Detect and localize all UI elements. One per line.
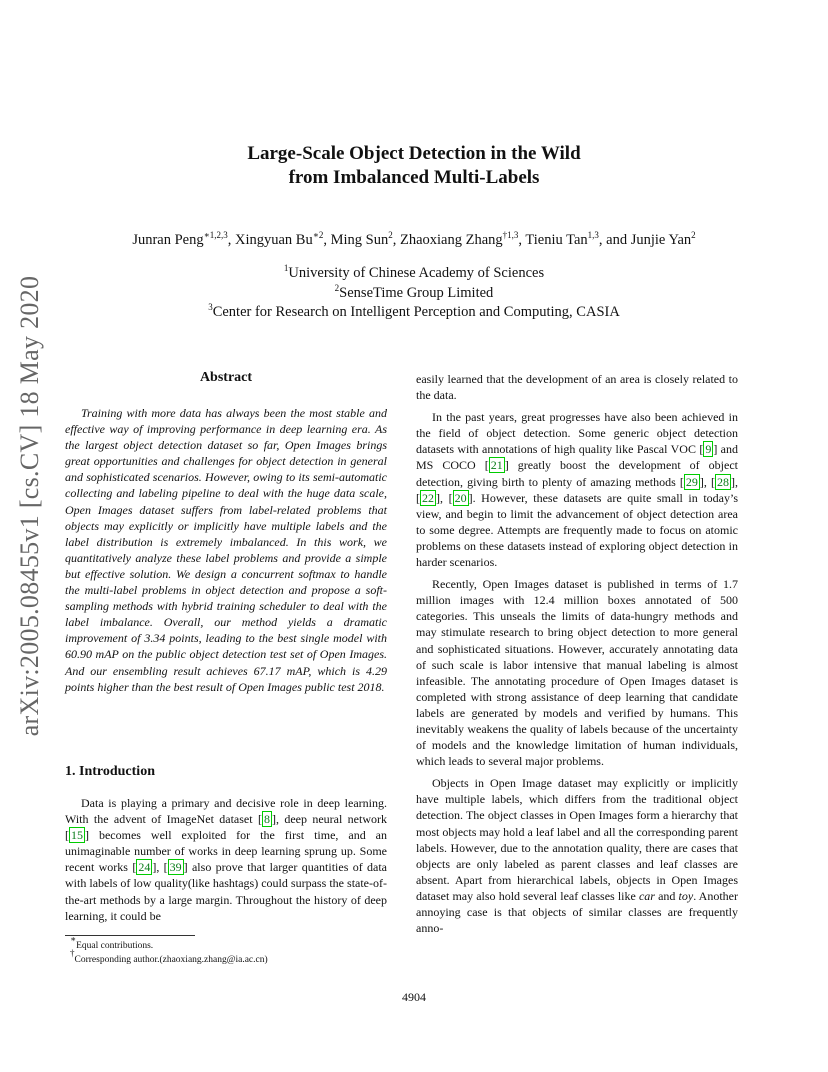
intro-paragraph: Data is playing a primary and decisive role in deep learning. With the advent of ImageNet dataset [ 8 ], deep neural network [ 15 ] becomes well exploited for the first time, and an unimaginable number of works in deep learning sprung up. Some recent works [ 24 ], [ 39 ] also prove that larger quantities of data with labels of low quality(like hashtags) could surpass the state-of-the-art methods by a large margin. Throughout the history of deep learning, it could be [65, 796, 388, 923]
citation-link[interactable]: 20 [454, 490, 467, 505]
citation-link[interactable]: 24 [138, 860, 151, 875]
footnote-mark: ∗ [70, 934, 77, 944]
page-number: 4904 [402, 990, 426, 1004]
footnote-rule [65, 935, 195, 936]
author-affiliation-mark: ∗1,2,3 [203, 230, 228, 240]
author-name: Tieniu Tan [525, 232, 588, 248]
title-line-2: from Imbalanced Multi-Labels [288, 167, 540, 188]
author-affiliation-mark: 2 [388, 230, 393, 240]
citation-link[interactable]: 28 [717, 474, 730, 489]
author-name: Junjie Yan [630, 232, 692, 248]
intro-body [65, 795, 387, 924]
title-line-1: Large-Scale Object Detection in the Wild [247, 143, 581, 164]
italic-term: toy [678, 888, 694, 903]
citation-link[interactable]: 29 [685, 474, 698, 489]
citation-link[interactable]: 39 [169, 860, 182, 875]
author-name: Zhaoxiang Zhang [399, 232, 503, 248]
paper-title [0, 142, 828, 190]
author-list: Junran Peng$^{∗1,2,3}$, Xingyuan $Bu^{∗2}$, Ming Sun$^2$, Zhaoxiang Zhang$^{\dagger 1,3}$, Tieniu Tan$^{1,3}$, and Junjie Yan$^2$ [132, 230, 696, 248]
affiliation-mark: 1 [283, 263, 289, 273]
footnote-corresponding: †Corresponding author.(zhaoxiang.zhang@ia.ac.cn) [70, 948, 268, 965]
italic-term: car [638, 888, 655, 903]
arxiv-watermark: arXiv:2005.08455v1 [cs.CV] 18 May 2020 [15, 275, 44, 737]
paragraph-continued: easily learned that the development of an area is closely related to the data. [416, 372, 738, 403]
affiliation-line: $^2$SenseTime Group Limited [334, 282, 494, 301]
author-name: Xingyuan Bu [235, 232, 313, 248]
abstract-text: Training with more data has always been the most stable and effective way of improving performance in deep learning era. As the largest object detection dataset so far, Open Images brings great opportunities and challenges for object detection in general and sophisticated scenarios. However, owing to its semi-automatic collecting and labeling pipeline to deal with the huge data scale, Open Images dataset suffers from label-related problems that objects may explicitly or implicitly have multiple labels and the label distribution is extremely imbalanced. In this work, we quantitatively analyze these label problems and provide a simple but effective solution. We design a concurrent softmax to handle the multi-label problems in object detection and propose a soft-sampling methods with hybrid training scheduler to deal with the label imbalance. Overall, our method yields a dramatic improvement of 3.34 points, leading to the best single model with 60.90 mAP on the public object detection test set of Open Images. And our ensembling result achieves 67.17 mAP, which is 4.29 points higher than the best result of Open Images public test 2018. [65, 406, 387, 694]
paragraph-multilabel: Objects in Open Image dataset may explicitly or implicitly have multiple labels, which differs from the traditional object detection. The object classes in Open Images form a hierarchy that most objects may hold a leaf label and all the corresponding parent labels. However, due to the annotation quality, there are cases that objects are only labeled as parent classes and leaf classes are absent. Apart from hierarchical labels, objects in Open Images dataset may also hold several leaf classes like car and toy. Another annoying case is that objects of similar classes are frequently anno- [416, 776, 739, 936]
citation-link[interactable]: 15 [71, 828, 83, 843]
affiliations [0, 264, 828, 323]
affiliation-mark: 2 [334, 282, 340, 293]
author-name: Ming Sun [330, 232, 389, 248]
citation-link[interactable]: 22 [422, 490, 434, 505]
author-affiliation-mark: 1,3 [587, 230, 599, 240]
intro-heading: 1. Introduction [65, 764, 155, 779]
paragraph-open-images: Recently, Open Images dataset is published in terms of 1.7 million images with 12.4 million boxes annotated of 500 categories. This unseals the limits of data-hungry methods and may stimulate research to bring object detection to more general and sophisticated situations. However, accurately annotating data of such scale is labor intensive that manual labeling is almost infeasible. The annotating procedure of Open Images dataset is completed with strong assistance of deep learning that candidate labels are generated by models and verified by humans. This inevitably weakens the quality of labels because of the uncertainty of models and the knowledge limitation of human individuals, which leads to several major problems. [416, 577, 738, 769]
citation-link[interactable]: 9 [705, 442, 712, 457]
paragraph-progress: In the past years, great progresses have also been achieved in the field of object detection. Some generic object detection datasets with annotations of high quality like Pascal VOC [ 9 ] and MS COCO [ 21 ] greatly boost the development of object detection, giving birth to plenty of amazing methods [ 29 ], [ 28 ], [ 22 ], [ 20 ]. However, these datasets are quite small in today’s view, and begin to limit the advancement of object detection area to some degree. Attempts are frequently made to focus on atomic problems on these datasets instead of exploring object detection in harder scenarios. [416, 410, 739, 570]
author-affiliation-mark: ∗2 [312, 230, 324, 240]
footnote-equal: ∗Equal contributions. [70, 934, 154, 951]
footnote-mark: † [70, 948, 75, 958]
abstract-body [65, 405, 387, 695]
abstract-heading: Abstract [199, 370, 253, 385]
affiliation-line: $^1$University of Chinese Academy of Sciences [283, 263, 545, 281]
affiliation-line: $^3$Center for Research on Intelligent Perception and Computing, CASIA [208, 302, 620, 320]
citation-link[interactable]: 8 [263, 812, 270, 827]
affiliation-mark: 3 [208, 302, 213, 312]
author-affiliation-mark: †1,3 [502, 230, 519, 240]
right-column [416, 371, 738, 936]
citation-link[interactable]: 21 [490, 458, 503, 473]
author-name: Junran Peng [132, 232, 204, 248]
author-affiliation-mark: 2 [691, 230, 696, 240]
